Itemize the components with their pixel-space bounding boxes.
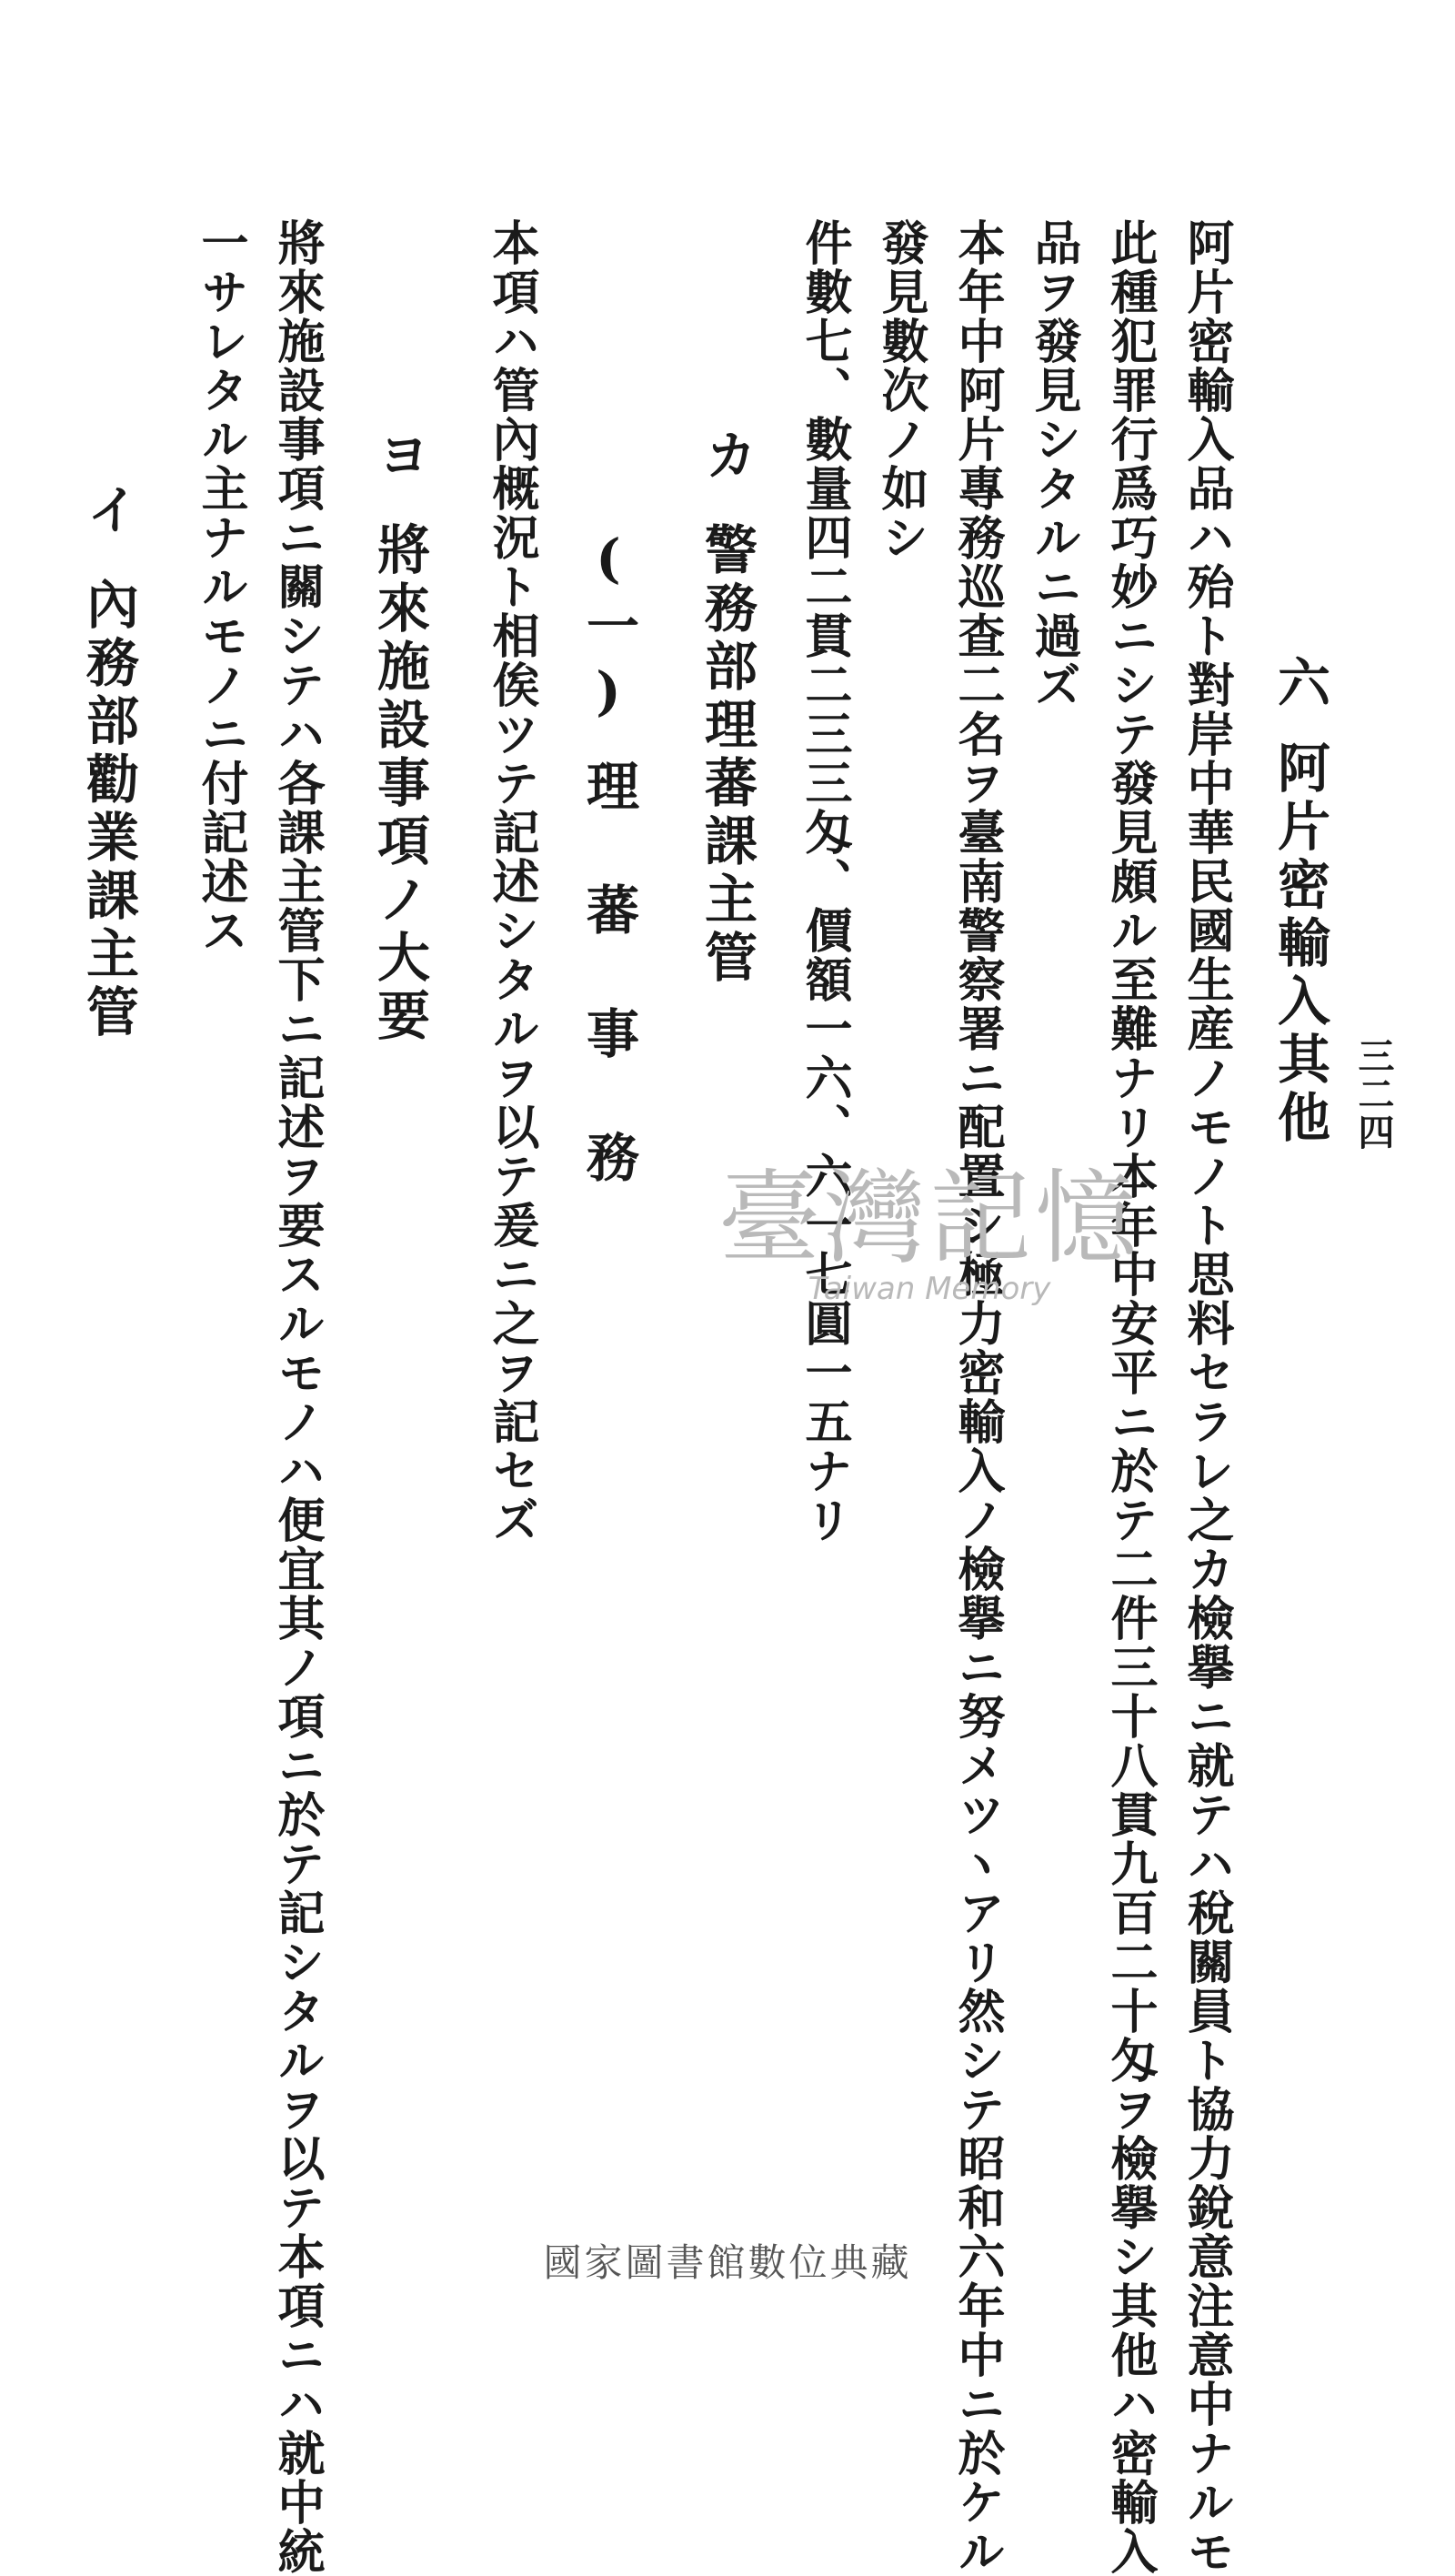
page-number: 三二四 <box>1352 1037 1395 1152</box>
section-i-heading <box>77 482 139 1042</box>
body-line: 品ヲ發見シタルニ過ズ <box>1026 218 1081 709</box>
body-line: 發見數次ノ如シ <box>873 218 928 562</box>
section-marker: ヨ <box>368 428 430 486</box>
body-line: 將來施設事項ニ關シテハ各課主管下ニ記述ヲ要スルモノハ便宜其ノ項ニ於テ記シタルヲ以テ本項ニハ就中統 <box>269 218 325 2576</box>
section-marker: (一) <box>577 528 639 731</box>
body-line: 本項ハ管內概況ト相俟ツテ記述シタルヲ以テ爰ニ之ヲ記セズ <box>484 218 539 1545</box>
watermark <box>718 1137 1140 1307</box>
body-line: 一サレタル主ナルモノニ付記述ス <box>193 218 248 955</box>
footer-credit: 國家圖書館數位典藏 <box>543 2240 912 2285</box>
section-six-heading <box>1269 655 1330 1148</box>
section-title: 理 蕃 事 務 <box>577 759 639 1192</box>
body-line: 此種犯罪行爲巧妙ニシテ發見頗ル至難ナリ本年中安平ニ於テ二件三十八貫九百二十匁ヲ檢擧シ其他ハ密輸入 <box>1102 218 1158 2576</box>
body-line: 阿片密輸入品ハ殆ト對岸中華民國生産ノモノト思料セラレ之カ檢擧ニ就テハ稅關員ト協力銳意注意中ナルモ <box>1179 218 1234 2576</box>
section-ka-heading <box>696 428 758 988</box>
watermark-caption: Taiwan Memory <box>808 1271 1051 1307</box>
section-title: 內務部勸業課主管 <box>77 577 139 1042</box>
body-line: 件數七、數量四二貫二三三匁、價額一六、六一七圓一五ナリ <box>797 218 852 1545</box>
section-marker: 六 <box>1269 655 1330 713</box>
section-title: 將來施設事項ノ大要 <box>368 522 430 1046</box>
section-title: 阿片密輸入其他 <box>1269 740 1330 1148</box>
section-yo-heading <box>368 428 430 1046</box>
section-title: 警務部理蕃課主管 <box>696 522 758 988</box>
section-marker: カ <box>696 428 758 486</box>
section-one-heading <box>577 528 639 1192</box>
watermark-logo-text: 臺灣記憶 <box>718 1160 1140 1278</box>
section-marker: イ <box>77 482 139 540</box>
body-line: 本年中阿片專務巡查二名ヲ臺南警察署ニ配置シ極力密輸入ノ檢擧ニ努メツヽアリ然シテ昭和六年中ニ於ケル <box>949 218 1005 2576</box>
